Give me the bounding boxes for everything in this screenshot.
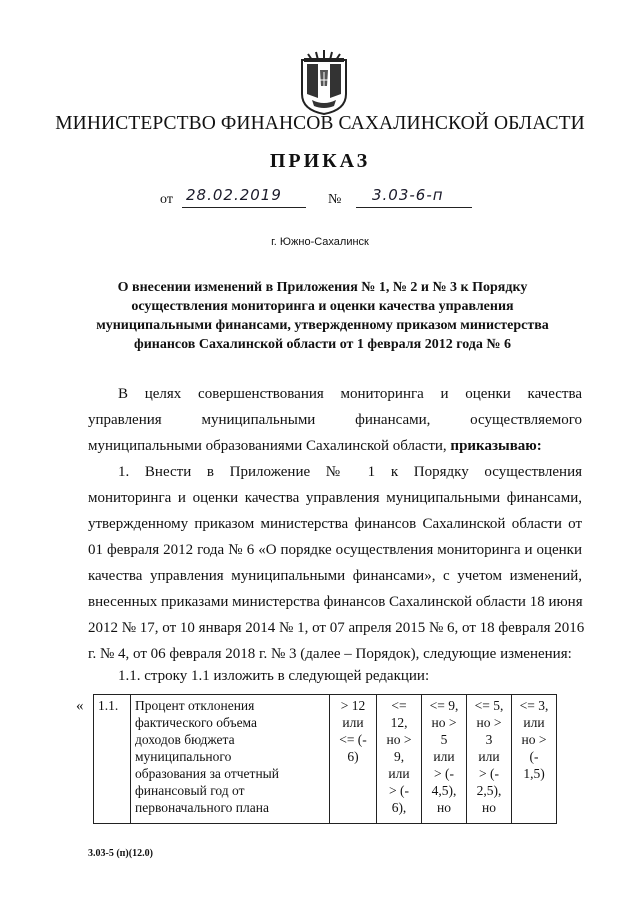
heading-line: муниципальными финансами, утвержденному приказом министерства (96, 318, 549, 333)
intro-line (88, 433, 582, 459)
intro-line: управления муниципальными финансами, осуществляемого (88, 412, 582, 428)
document-heading (95, 278, 550, 354)
cell-line: 4,5), (431, 783, 457, 798)
intro-line-text: муниципальными образованиями Сахалинской области, (88, 438, 447, 454)
cell-line: фактического объема (135, 715, 258, 730)
cell-line: или (478, 749, 500, 764)
row-number-cell: 1.1. (94, 695, 131, 824)
row-description-cell (131, 695, 330, 824)
table-row (94, 695, 557, 824)
cell-line: образования за отчетный (135, 766, 279, 781)
document-code-footer: 3.03-5 (п)(12.0) (88, 848, 153, 859)
cell-line: > 12 (340, 698, 366, 713)
date-label: от (160, 192, 173, 207)
cell-line: но > (431, 715, 457, 730)
cell-line: но (482, 800, 496, 815)
cell-line: 9, (393, 749, 405, 764)
cell-line: > (- (389, 783, 409, 798)
cell-line: <= (- (339, 732, 367, 747)
score-cell (377, 695, 422, 824)
item-1-paragraph (88, 459, 585, 667)
cell-line: 2,5), (476, 783, 502, 798)
cell-line: <= (391, 698, 407, 713)
cell-line: или (388, 766, 410, 781)
item-line: 01 февраля 2012 года № 6 «О порядке осуществления мониторинга и оценки (88, 542, 582, 558)
cell-line: <= 3, (519, 698, 549, 713)
item-line: 2012 № 17, от 10 января 2014 № 1, от 07 апреля 2015 № 6, от 18 февраля 2016 (88, 620, 585, 636)
item-line: качества управления муниципальными финансами», с учетом изменений, (88, 568, 582, 584)
number-value: 3.03-6-п (372, 186, 444, 204)
number-underline (356, 207, 472, 208)
cell-line: (- (529, 749, 539, 764)
item-line: мониторинга и оценки качества управления муниципальными финансами, (88, 490, 582, 506)
score-cell (330, 695, 377, 824)
cell-line: Процент отклонения (135, 698, 255, 713)
cell-line: доходов бюджета (135, 732, 235, 747)
cell-line: но (437, 800, 451, 815)
heading-line: финансов Сахалинской области от 1 февраля 2012 года № 6 (134, 337, 511, 352)
date-value: 28.02.2019 (186, 186, 282, 204)
order-title: ПРИКАЗ (269, 150, 371, 172)
cell-line: <= 9, (429, 698, 459, 713)
cell-line: муниципального (135, 749, 232, 764)
cell-line: 12, (390, 715, 408, 730)
cell-line: 6), (391, 800, 407, 815)
cell-line: 1,5) (523, 766, 545, 781)
cell-line: > (- (479, 766, 499, 781)
date-underline (182, 207, 306, 208)
cell-line: > (- (434, 766, 454, 781)
cell-line: <= 5, (474, 698, 504, 713)
cell-line: или (433, 749, 455, 764)
item-line: внесенных приказами министерства финансов Сахалинской области 18 июня (88, 594, 583, 610)
cell-line: но > (521, 732, 547, 747)
cell-line: первоначального плана (135, 800, 269, 815)
number-label: № (328, 192, 342, 207)
coat-of-arms-emblem (298, 50, 350, 116)
opening-quote: « (76, 698, 84, 714)
score-cell (512, 695, 557, 824)
item-line: 1. Внести в Приложение № 1 к Порядку осуществления (118, 464, 582, 480)
heading-line: О внесении изменений в Приложения № 1, № 2 и № 3 к Порядку (117, 280, 528, 295)
score-cell (467, 695, 512, 824)
intro-line: В целях совершенствования мониторинга и оценки качества (118, 386, 582, 402)
score-cell (422, 695, 467, 824)
cell-line: финансовый год от (135, 783, 245, 798)
heading-line: осуществления мониторинга и оценки качества управления (131, 299, 514, 314)
order-word: приказываю: (450, 438, 542, 454)
date-number-line (160, 186, 490, 214)
item-line: г. № 4, от 06 февраля 2018 г. № 3 (далее – Порядок), следующие изменения: (88, 646, 572, 662)
cell-line: но > (476, 715, 502, 730)
cell-line: но > (386, 732, 412, 747)
city-name: г. Южно-Сахалинск (271, 236, 369, 248)
cell-line: 6) (347, 749, 359, 764)
cell-line: или (523, 715, 545, 730)
sub-item-1-1: 1.1. строку 1.1 изложить в следующей редакции: (118, 668, 430, 684)
item-line: утвержденному приказом министерства финансов Сахалинской области от (88, 516, 582, 532)
intro-paragraph (88, 381, 582, 459)
cell-line: или (342, 715, 364, 730)
cell-line: 5 (440, 732, 448, 747)
criteria-table (93, 694, 557, 824)
cell-line: 3 (485, 732, 493, 747)
ministry-name: МИНИСТЕРСТВО ФИНАНСОВ САХАЛИНСКОЙ ОБЛАСТИ (55, 113, 585, 134)
